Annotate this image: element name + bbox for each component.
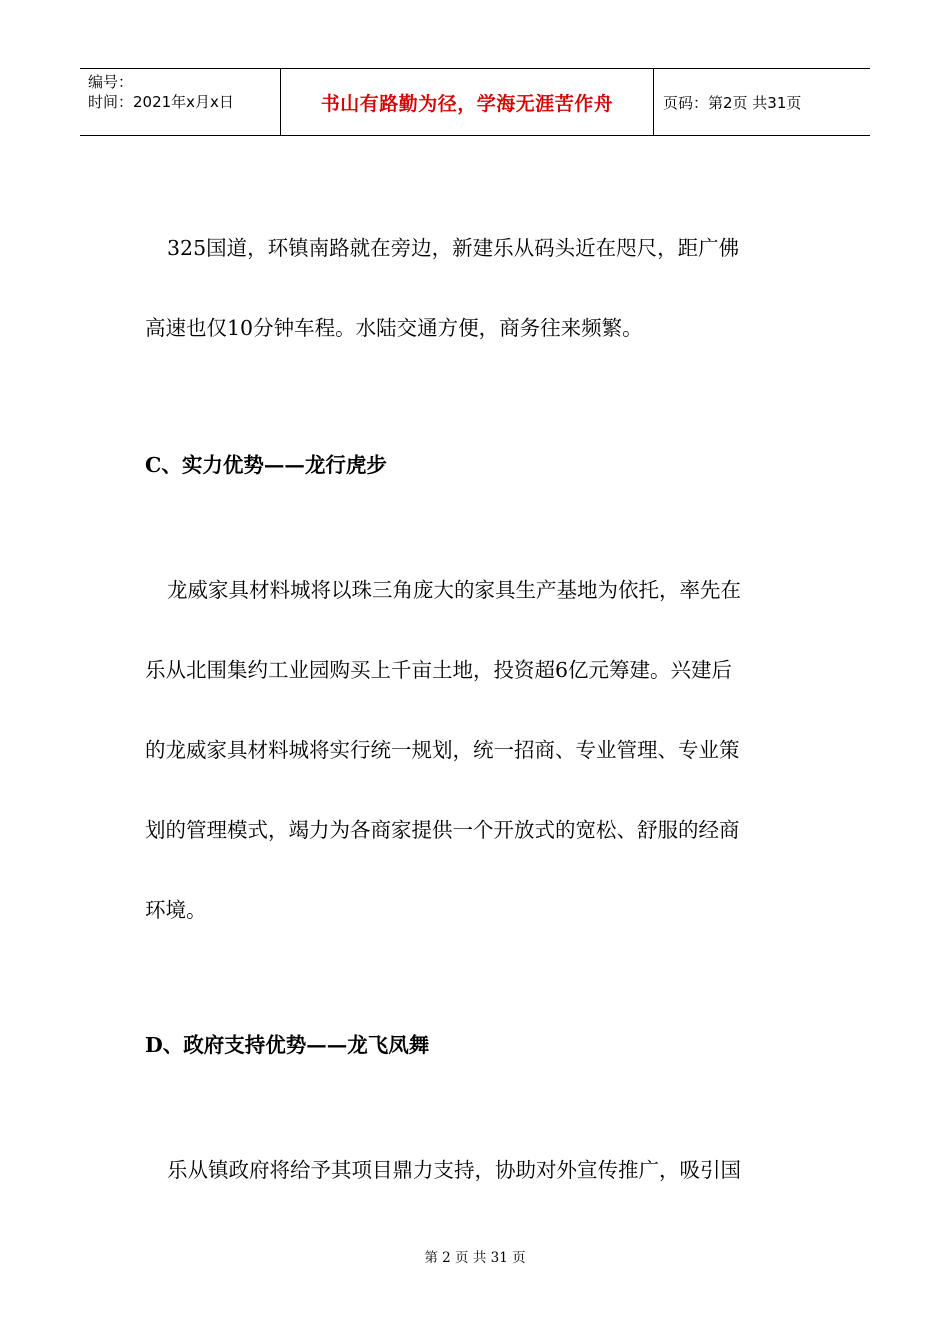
paragraph-line: 环境。 xyxy=(145,898,207,922)
paragraph-line: 划的管理模式，竭力为各商家提供一个开放式的宽松、舒服的经商 xyxy=(145,818,740,842)
document-time-label: 时间：2021年x月x日 xyxy=(88,93,234,111)
paragraph-line: 乐从北围集约工业园购买上千亩土地，投资超6亿元筹建。兴建后 xyxy=(145,658,733,682)
paragraph-line: 乐从镇政府将给予其项目鼎力支持，协助对外宣传推广，吸引国 xyxy=(167,1158,741,1182)
paragraph-line: 的龙威家具材料城将实行统一规划，统一招商、专业管理、专业策 xyxy=(145,738,740,762)
document-number-label: 编号： xyxy=(88,73,134,91)
section-heading-c: C、实力优势——龙行虎步 xyxy=(145,453,387,477)
header-page-info: 页码：第2页 共31页 xyxy=(663,93,802,112)
header-motto: 书山有路勤为径，学海无涯苦作舟 xyxy=(281,69,654,135)
header-meta-cell xyxy=(80,69,281,135)
page-footer: 第 2 页 共 31 页 xyxy=(424,1250,526,1266)
paragraph-line: 高速也仅10分钟车程。水陆交通方便，商务往来频繁。 xyxy=(145,316,643,340)
section-heading-d: D、政府支持优势——龙飞凤舞 xyxy=(145,1033,430,1057)
page-header xyxy=(80,68,870,136)
paragraph-line: 龙威家具材料城将以珠三角庞大的家具生产基地为依托，率先在 xyxy=(167,578,741,602)
paragraph-line: 325国道，环镇南路就在旁边，新建乐从码头近在咫尺，距广佛 xyxy=(167,236,740,260)
